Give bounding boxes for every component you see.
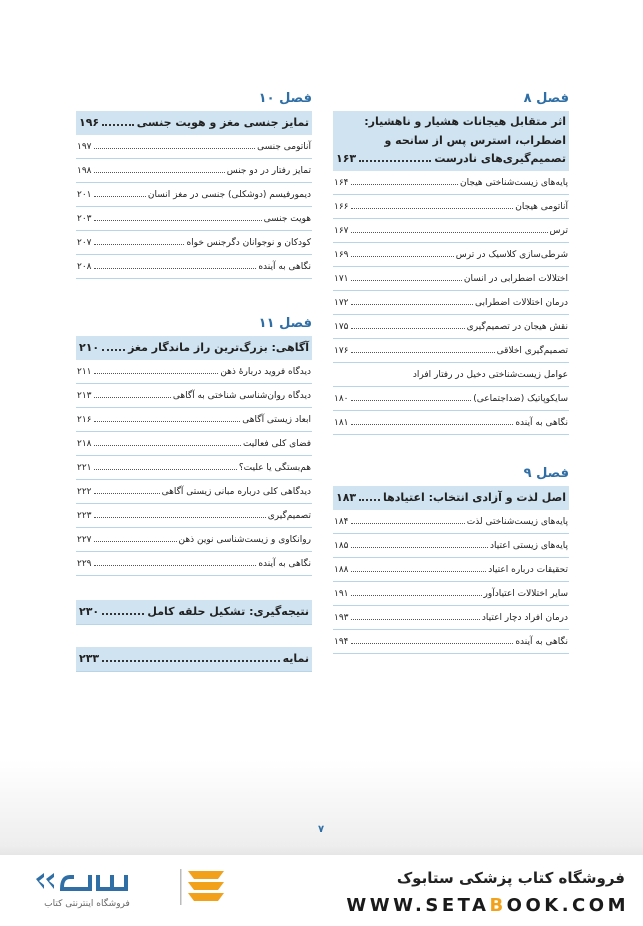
page-ref: ۲۳۰ [79,605,100,618]
leader-dots [102,124,134,126]
page-ref: ۱۹۴ [334,636,349,647]
leader-dots [94,541,177,542]
leader-dots [94,244,185,245]
toc-entry[interactable] [333,411,569,435]
leader-dots [94,196,146,197]
leader-dots [94,268,257,269]
page-ref: ۱۹۶ [79,116,100,129]
toc-entry[interactable] [333,558,569,582]
entry-title: ترس [549,225,568,236]
leader-dots [102,613,144,615]
heading-title: آگاهی: بزرگ‌ترین راز ماندگار مغز [128,341,309,354]
chapter-label: فصل ۱۱ [258,316,312,331]
entry-title: شرطی‌سازی کلاسیک در ترس [455,249,568,260]
entry-title: هم‌بستگی یا علیت؟ [238,463,311,473]
chapter-heading[interactable] [333,111,569,171]
leader-dots [351,547,489,548]
chapter-11 [76,315,312,576]
leader-dots [351,352,495,353]
page-ref: ۱۸۱ [334,417,349,428]
entry-title: نگاهی به آینده [258,559,311,569]
leader-dots [94,565,257,566]
heading-title: نمایه [282,652,309,665]
toc-entry[interactable] [76,135,312,159]
chapter-heading[interactable] [76,336,312,360]
leader-dots [351,304,473,305]
page-ref: ۲۲۷ [77,535,92,545]
store-name: فروشگاه کتاب پزشکی ستابوک [396,869,625,887]
entry-title: پایه‌های زیست‌شناختی لذت [466,516,568,527]
toc-entry[interactable] [333,315,569,339]
toc-entry[interactable] [333,630,569,654]
page-ref: ۱۸۵ [334,540,349,551]
store-url[interactable] [346,895,629,916]
leader-dots [94,397,171,398]
page-ref: ۱۹۳ [334,612,349,623]
url-accent-letter: B [489,895,507,916]
chapter-heading[interactable] [76,111,312,135]
leader-dots [351,595,482,596]
toc-entry[interactable] [333,243,569,267]
leader-dots [351,208,514,209]
leader-dots [351,184,459,185]
heading-title: تمایز جنسی مغز و هویت جنسی [136,116,309,129]
page-ref: ۱۶۴ [334,177,349,188]
entry-title: پایه‌های زیستی اعتیاد [490,540,568,551]
chapter-label: فصل ۹ [523,465,569,481]
page-ref: ۲۱۶ [77,415,92,425]
entry-title: دیدگاهی کلی درباره مبانی زیستی آگاهی [161,487,311,497]
leader-dots [102,349,125,351]
toc-entry[interactable] [76,384,312,408]
leader-dots [351,328,465,329]
leader-dots [94,148,256,149]
page-ref: ۱۷۵ [334,321,349,332]
leader-dots [94,445,241,446]
page-ref: ۲۲۹ [77,559,92,569]
toc-entry[interactable] [333,219,569,243]
chapter-9 [333,465,569,654]
leader-dots [351,232,548,233]
toc-entry[interactable] [76,504,312,528]
entry-title: نگاهی به آینده [515,636,568,647]
entry-title: فضای کلی فعالیت [242,439,311,449]
store-logo[interactable] [28,865,228,917]
page-ref: ۱۷۲ [334,297,349,308]
leader-dots [94,172,225,173]
entry-title: تصمیم‌گیری اخلاقی [496,345,568,356]
leader-dots [94,220,262,221]
index-heading[interactable] [76,647,312,672]
entry-title: آناتومی جنسی [257,142,311,152]
page-ref: ۱۶۳ [336,152,357,165]
heading-line-2: اضطراب، استرس پس از سانحه و [384,133,566,147]
leader-dots [94,421,241,422]
chapter-8 [333,90,569,435]
leader-dots [351,400,472,401]
page-ref: ۲۲۳ [77,511,92,521]
chapter-label: فصل ۱۰ [258,91,312,106]
page-ref: ۱۷۶ [334,345,349,356]
toc-entry[interactable] [333,534,569,558]
entry-title: نگاهی به آینده [515,417,568,428]
chapter-heading[interactable] [333,486,569,510]
leader-dots [359,499,380,501]
page-ref: ۱۷۱ [334,273,349,284]
entry-title: تصمیم‌گیری [267,511,311,521]
page-ref: ۱۹۷ [77,142,92,152]
page-ref: ۱۶۷ [334,225,349,236]
page-ref: ۱۹۱ [334,588,349,599]
toc-entry[interactable] [76,207,312,231]
entry-title: نقش هیجان در تصمیم‌گیری [466,321,568,332]
toc-entry[interactable] [76,255,312,279]
url-part-3: OOK.COM [506,895,629,916]
entry-title: آناتومی هیجان [515,201,568,212]
toc-entry[interactable] [333,510,569,534]
conclusion-heading[interactable] [76,600,312,625]
page-ref: ۲۰۱ [77,190,92,200]
page-ref: ۱۶۶ [334,201,349,212]
leader-dots [351,523,465,524]
chapter-label: فصل ۸ [523,91,569,106]
entry-title: اختلالات اضطرابی در انسان [463,273,568,284]
heading-line-1: اثر متقابل هیجانات هشیار و ناهشیار: [364,115,566,128]
toc-entry[interactable] [76,159,312,183]
entry-title: تحقیقات درباره اعتیاد [488,564,568,575]
page-ref: ۲۱۸ [77,439,92,449]
toc-entry[interactable] [333,363,569,387]
page-ref: ۲۱۳ [77,391,92,401]
leader-dots [351,571,487,572]
entry-title: نگاهی به آینده [258,262,311,272]
leader-dots [351,256,454,257]
leader-dots [94,373,219,374]
chapter-10 [76,90,312,279]
page-ref: ۱۸۴ [334,516,349,527]
leader-dots [102,660,279,662]
page-ref: ۲۱۱ [77,367,92,377]
leader-dots [94,469,237,470]
entry-title: تمایز رفتار در دو جنس [226,166,311,176]
toc-entry[interactable] [333,606,569,630]
entry-title: سایر اختلالات اعتیادآور [483,588,568,599]
entry-title: ابعاد زیستی آگاهی [242,415,311,425]
entry-title: درمان اختلالات اضطرابی [474,297,568,308]
heading-line-3: تصمیم‌گیری‌های نادرست [434,152,566,165]
page-ref: ۱۸۰ [334,393,349,404]
toc-entry[interactable] [76,432,312,456]
page-ref: ۱۶۹ [334,249,349,260]
leader-dots [351,643,514,644]
entry-title: دیمورفیسم (دوشکلی) جنسی در مغز انسان [147,190,311,200]
entry-title: عوامل زیست‌شناختی دخیل در رفتار افراد [412,369,568,380]
entry-title: روانکاوی و زیست‌شناسی نوین ذهن [178,535,311,545]
entry-title: کودکان و نوجوانان دگرجنس خواه [186,238,311,248]
entry-title: دیدگاه روان‌شناسی شناختی به آگاهی [172,391,311,401]
toc-entry[interactable] [333,291,569,315]
toc-entry[interactable] [333,171,569,195]
toc-entry[interactable] [76,360,312,384]
leader-dots [351,424,514,425]
toc-entry[interactable] [76,231,312,255]
toc-entry[interactable] [76,456,312,480]
toc-entry[interactable] [333,195,569,219]
page-ref: ۲۲۲ [77,487,92,497]
store-banner [0,855,643,926]
heading-title: اصل لذت و آزادی انتخاب: اعتیادها [382,490,566,504]
toc-entry[interactable] [76,183,312,207]
page-ref: ۲۳۳ [79,652,100,665]
page-ref: ۲۰۸ [77,262,92,272]
leader-dots [94,493,160,494]
entry-title: هویت جنسی [263,214,311,224]
leader-dots [359,160,431,162]
leader-dots [351,280,462,281]
toc-entry[interactable] [76,408,312,432]
toc-entry[interactable] [76,552,312,576]
toc-entry[interactable] [333,339,569,363]
heading-title: نتیجه‌گیری: تشکیل حلقه کامل [147,605,309,618]
url-part-1: WWW.SETA [346,895,490,916]
leader-dots [351,619,480,620]
page-ref: ۲۱۰ [79,341,100,354]
leader-dots [94,517,266,518]
entry-title: درمان افراد دچار اعتیاد [481,612,568,623]
page-ref: ۱۸۳ [336,490,357,504]
toc-entry[interactable] [333,387,569,411]
toc-left-column [76,90,312,672]
page-ref: ۲۰۳ [77,214,92,224]
page-ref: ۲۲۱ [77,463,92,473]
toc-right-column [333,90,569,654]
page-ref: ۱۹۸ [77,166,92,176]
toc-entry[interactable] [333,267,569,291]
logo-caption: فروشگاه اینترنتی کتاب [44,899,130,909]
toc-entry[interactable] [76,528,312,552]
toc-entry[interactable] [333,582,569,606]
page-ref: ۲۰۷ [77,238,92,248]
toc-entry[interactable] [76,480,312,504]
entry-title: دیدگاه فروید دربارهٔ ذهن [220,367,311,377]
page-number: ۷ [317,824,325,835]
entry-title: سایکوپاتیک (ضداجتماعی) [473,393,568,404]
entry-title: پایه‌های زیست‌شناختی هیجان [460,177,568,188]
page-ref: ۱۸۸ [334,564,349,575]
